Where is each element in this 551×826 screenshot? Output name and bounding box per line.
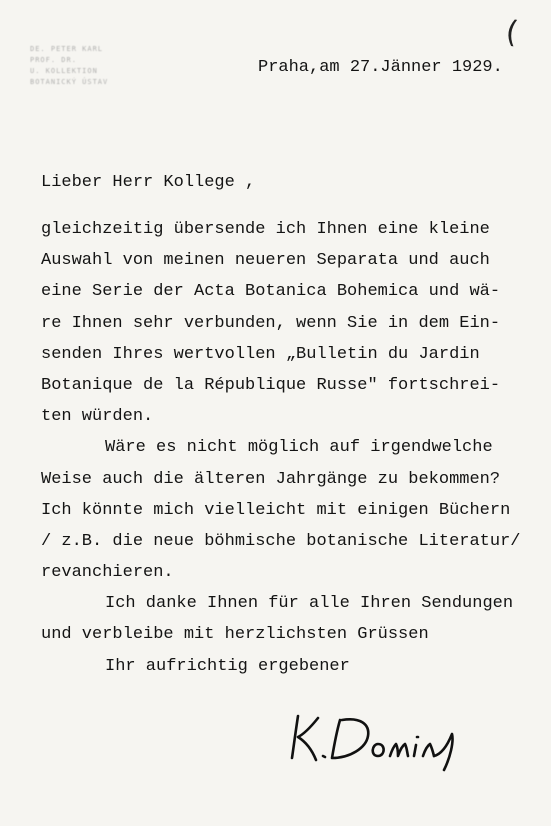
salutation: Lieber Herr Kollege , xyxy=(41,173,256,192)
body-line: Wäre es nicht möglich auf irgendwelche xyxy=(105,438,493,458)
corner-pen-mark: ( xyxy=(503,14,521,51)
body-line: Auswahl von meinen neueren Separata und auch xyxy=(41,251,490,271)
date-line: Praha,am 27.Jänner 1929. xyxy=(258,58,503,77)
body-line: eine Serie der Acta Botanica Bohemica und wä- xyxy=(41,282,501,302)
body-line: Ich danke Ihnen für alle Ihren Sendungen xyxy=(105,594,514,614)
body-line: gleichzeitig übersende ich Ihnen eine kleine xyxy=(41,220,490,239)
body-line: und verbleibe mit herzlichsten Grüssen xyxy=(41,625,429,645)
body-line: senden Ihres wertvollen „Bulletin du Jardin xyxy=(41,344,480,364)
body-line: re Ihnen sehr verbunden, wenn Sie in dem Ein- xyxy=(41,313,501,333)
body-line: Ich könnte mich vielleicht mit einigen Büchern xyxy=(41,500,511,520)
closing-line: Ihr aufrichtig ergebener xyxy=(105,656,350,676)
body-line: / z.B. die neue böhmische botanische Literatur/ xyxy=(41,531,521,551)
body-line: Botanique de la République Russe" fortschrei- xyxy=(41,375,501,395)
stamp-line: U. KOLLEKTION xyxy=(30,67,98,75)
stamp-line: PROF. DR. xyxy=(30,56,77,64)
faded-letterhead-stamp xyxy=(30,44,170,88)
body-line: revanchieren. xyxy=(41,563,174,583)
handwritten-signature xyxy=(288,704,468,774)
stamp-line: DE. PETER KARL xyxy=(30,45,104,53)
body-line: Weise auch die älteren Jahrgänge zu bekommen? xyxy=(41,469,501,489)
body-line: ten würden. xyxy=(41,407,154,427)
letter-body xyxy=(41,214,541,682)
stamp-line: BOTANICKÝ ÚSTAV xyxy=(30,78,109,86)
